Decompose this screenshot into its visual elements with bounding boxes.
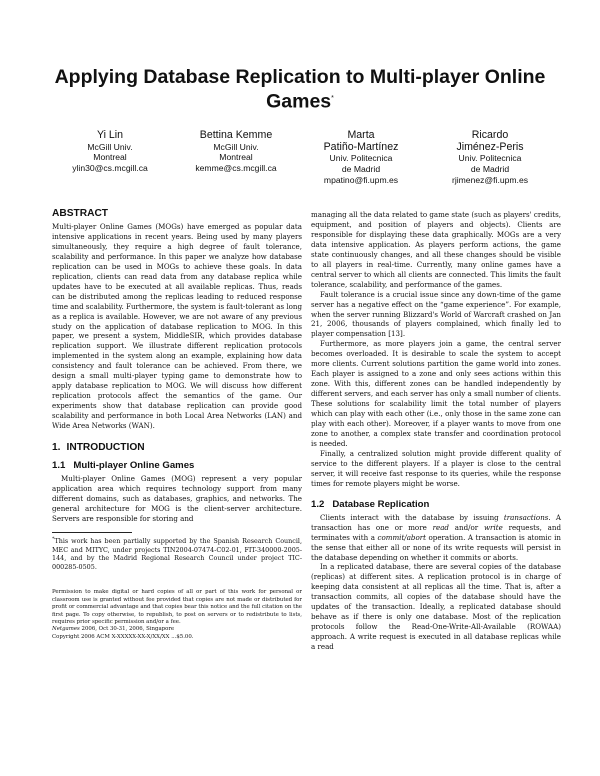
footnote-rule: [52, 532, 132, 533]
author-name-line-2: Jiménez-Peris: [456, 140, 524, 153]
title-line-1: Applying Database Replication to Multi-player Online: [54, 66, 546, 88]
intro-paragraph-1: Multi-player Online Games (MOG) represent a very popular application area which requires technology support from many different domains, such as databases, graphics, and networks. The general architecture for MOG is the client-server architecture. Servers are responsible for storing and: [52, 474, 302, 523]
author-1: [45, 130, 175, 174]
right-paragraph-3: Furthermore, as more players join a game, the central server becomes overloaded. It is desirable to scale the system to accept more clients. Current solutions partition the game world into zones. Each player is assigned to a zone and only sees actions within this zone. With this, different zones can be handled independently by different servers, and each server has only a small number of clients. These solutions for scalability limit the total number of players which can play with each other (i.e., only those in the same zone can play with each other). Moreover, if a player wants to move from one zone to another, a complex state transfer and coordination protocol is needed.: [311, 339, 561, 448]
term-transactions: transactions: [503, 512, 549, 522]
section-title: Database Replication: [332, 498, 430, 510]
section-number: 1.1: [52, 460, 66, 472]
footnote: [52, 535, 302, 572]
right-paragraph-1: managing all the data related to game state (such as players' credits, equipment, and position of players and objects). Clients are responsible for displaying these data graphically. MOGs are a very data intensive application. As players perform actions, the game state continuously changes, and all these changes should be visible to all players in real-time. Currently, many online games have a central server to which all clients are connected. This limits the fault tolerance, scalability, and performance of the games.: [311, 210, 561, 289]
text-run: and/or: [448, 522, 484, 532]
author-affiliation: Univ. Politecnica: [329, 153, 393, 163]
section-number: 1.: [52, 442, 61, 454]
section-title: INTRODUCTION: [66, 442, 145, 454]
author-3: [296, 130, 426, 185]
paper-title: [40, 66, 560, 113]
db-replication-paragraph-2: In a replicated database, there are several copies of the database (replicas) at different sites. A replication protocol is in charge of keeping data consistent at all replicas all the time. That is, after a transaction commits, all copies of the database should have the updates of the transaction. Ideally, a replicated database should behave as if there is only one database. Most of the replication protocols follow the Read-One-Write-All-Available (ROWAA) approach. A write request is executed in all database replicas while a read: [311, 562, 561, 652]
left-column: [52, 208, 302, 641]
author-email: ylin30@cs.mcgill.ca: [72, 163, 148, 174]
venue-name: Netgames: [52, 626, 80, 633]
title-line-2-text: Games: [266, 90, 332, 113]
footnote-mark: *: [52, 535, 55, 542]
section-1-heading: [52, 442, 302, 454]
author-name: Ricardo: [471, 129, 509, 141]
author-4: [425, 130, 555, 185]
author-affiliation: McGill Univ.: [87, 141, 133, 152]
permission-block: [52, 589, 302, 641]
author-name-line-2: Patiño-Martínez: [323, 140, 399, 153]
text-run: operation. A transaction is atomic in the sense that either all or none of its write requests will persist in the database depending on whether it commits or aborts.: [311, 532, 561, 562]
text-run: Clients interact with the database by issuing: [320, 512, 504, 522]
section-title: Multi-player Online Games: [73, 460, 195, 472]
author-name: Marta: [347, 129, 375, 141]
section-1-2-heading: [311, 499, 561, 510]
right-paragraph-2: Fault tolerance is a crucial issue since any down-time of the game server has a negative effect on the “game experience”. For example, when the server running Blizzard's World of Warcraft crashed on Jan 21, 2006, thousands of players complained, which finally led to player compensation [13].: [311, 289, 561, 339]
author-city: Montreal: [93, 152, 127, 163]
right-column: [311, 210, 561, 652]
author-name: Bettina Kemme: [199, 129, 273, 141]
footnote-block: [52, 532, 302, 572]
author-affiliation: McGill Univ.: [213, 141, 259, 152]
author-city: de Madrid: [470, 163, 510, 174]
abstract-text: Multi-player Online Games (MOGs) have emerged as popular data intensive applications in recent years. Being used by many players simultaneously, they require a high degree of fault tolerance, scalability and performance. In this paper we analyze how database replication can be used in MOGs to achieve these goals. In data replication, clients can read data from any database replica while updates have to be executed at all available replicas. Thus, reads can be distributed among the replicas leading to reduced response time and scalability. Furthermore, the system is fault-tolerant as long as a replica is available. However, we are not aware of any previous study on the application of database replication to MOG. In this paper, we present a system, MiddleSIR, which provides database replication support. We illustrate different replication protocols implemented in the system along an example, explaining how data consistency and fault tolerance can be achieved. From there, we design a small multi-player typing game to demonstrate how to apply database replication to MOG. We will discuss how different replication protocols affect the semantics of the game. Our experiments show that database replication can provide good scalability and performance in both Local Area Networks (LAN) and Wide Area Networks (WAN).: [52, 222, 302, 431]
title-line-2: [40, 88, 560, 113]
section-number: 1.2: [311, 498, 325, 510]
venue-line: [52, 626, 302, 633]
author-email: kemme@cs.mcgill.ca: [195, 163, 277, 174]
term-commit-abort: commit/abort: [377, 532, 426, 542]
author-city: Montreal: [219, 152, 253, 163]
section-1-1-heading: [52, 460, 302, 471]
right-paragraph-4: Finally, a centralized solution might provide different quality of service to the different players. If a player is close to the central server, it will receive fast response to its queries, while the response times for remote players might be worse.: [311, 448, 561, 488]
author-email: rjimenez@fi.upm.es: [451, 174, 529, 185]
text-run: . A transaction has one or more: [311, 512, 561, 532]
author-name: Yi Lin: [96, 129, 124, 141]
term-read: read: [432, 522, 449, 532]
venue-details: 2006, Oct 30-31, 2006, Singapore: [79, 626, 175, 633]
author-email: mpatino@fi.upm.es: [323, 174, 399, 185]
author-2: [171, 130, 301, 174]
db-replication-paragraph-1: [311, 513, 561, 563]
author-city: de Madrid: [341, 163, 381, 174]
abstract-heading: ABSTRACT: [52, 208, 109, 219]
title-footnote-mark: *: [331, 95, 334, 102]
footnote-text: This work has been partially supported by the Spanish Research Council, MEC and MITYC, under projects TIN2004-07474-C02-01, FIT-340000-2005-144, and by the Madrid Regional Research Council under project TIC-000285-0505.: [52, 536, 302, 571]
author-affiliation: Univ. Politecnica: [458, 153, 522, 163]
copyright-line: Copyright 2006 ACM X-XXXXX-XX-X/XX/XX ...$5.00.: [52, 633, 194, 640]
permission-text: Permission to make digital or hard copies of all or part of this work for personal or classroom use is granted without fee provided that copies are not made or distributed for profit or commercial advantage and that copies bear this notice and the full citation on the first page. To copy otherwise, to republish, to post on servers or to redistribute to lists, requires prior specific permission and/or a fee.: [52, 589, 302, 625]
text-run: requests, and terminates with a: [311, 522, 562, 542]
term-write: write: [483, 522, 503, 532]
